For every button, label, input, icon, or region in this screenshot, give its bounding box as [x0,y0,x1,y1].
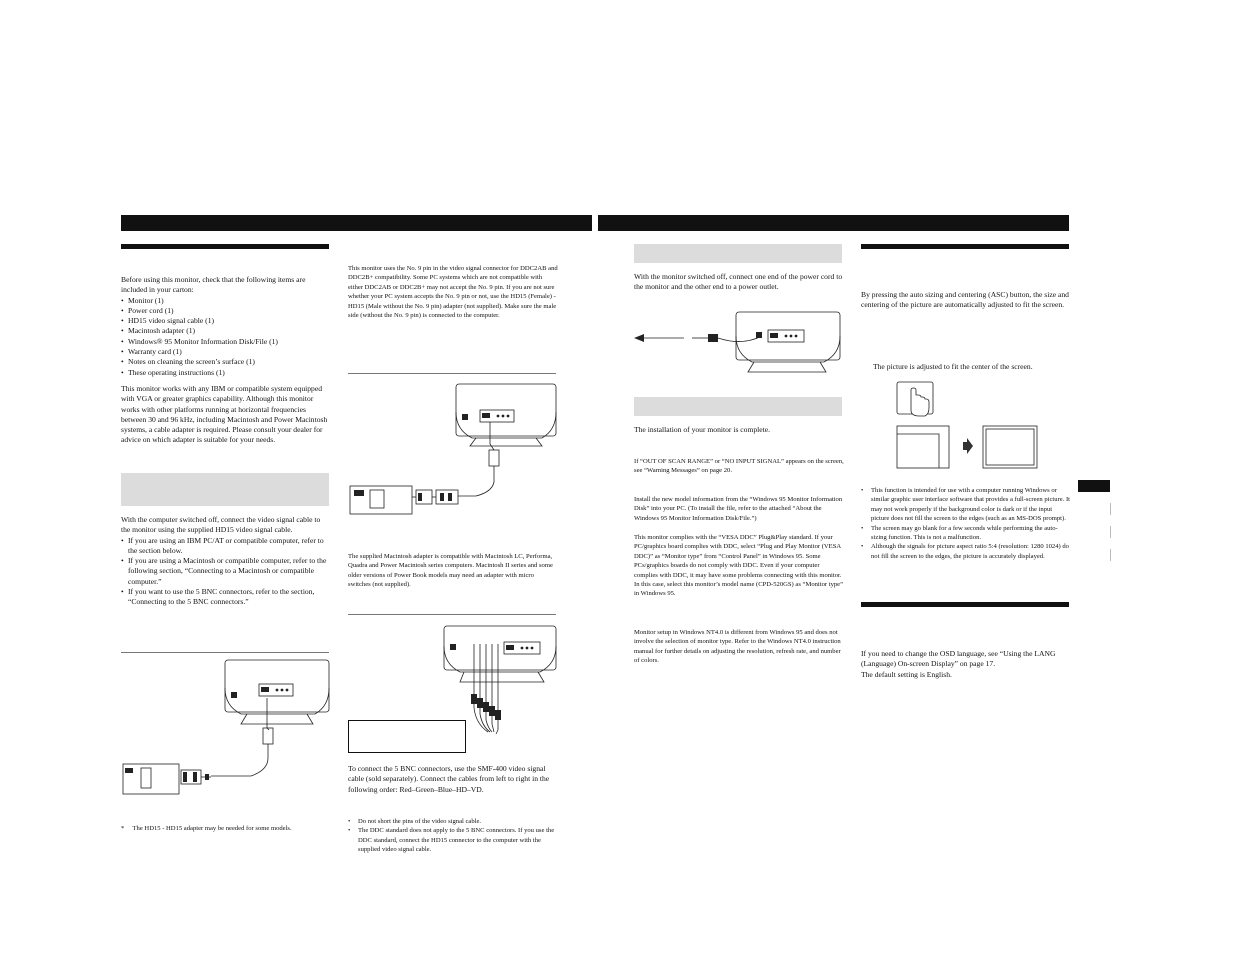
asc-note-item: • Although the signals for picture aspect ratio 5:4 (resolution: 1280 1024) do not fill the screen to the edges, the picture is accurately displayed. [861,542,1071,561]
windows-nt-note: Monitor setup in Windows NT4.0 is different from Windows 95 and does not involve the selection of monitor type. Refer to the Windows NT4.0 instruction manual for further details on adjusting the resolution, refresh rate, and number of colors. [634,629,841,665]
carton-item: • HD15 video signal cable (1) [121,316,331,326]
asc-notes-list [861,486,1071,561]
bnc-notes-list [348,817,558,855]
bnc-connection-instructions: To connect the 5 BNC connectors, use the SMF-400 video signal cable (sold separately). Connect the cables from left to right in the following order: Red–Green–Blue–HD–VD. [348,764,550,794]
installation-complete: The installation of your monitor is complete. [634,425,771,434]
connect-intro: With the computer switched off, connect the video signal cable to the monitor using the supplied HD15 video signal cable. [121,515,321,535]
connect-options-list [121,536,331,608]
bnc-notes [348,817,558,855]
footnote-text: The HD15 - HD15 adapter may be needed for some models. [132,825,292,832]
power-cord-connection-illustration [632,310,844,376]
section-heading-box-power [634,244,842,263]
ibm-pc-connection-illustration [121,658,331,808]
asc-note-item: • This function is intended for use with a computer running Windows or similar graphic user interface software that provides a full-screen picture. It may not work properly if the background color is dark or if the input picture does not fill the screen to the edges (such as an MS-DOS prompt). [861,486,1071,524]
compatibility-paragraph: This monitor works with any IBM or compatible system equipped with VGA or greater graphics capability. Although this monitor works with other platforms running at horizontal frequencies between 30 and 96 kHz, including Macintosh and Power Macintosh systems, a cable adapter is required. Please consult your dealer for advice on which adapter is suitable for your needs. [121,384,328,445]
subsection-rule-macintosh [348,373,556,374]
picture-adjustment-illustration [895,424,1045,470]
power-cord-instructions: With the monitor switched off, connect one end of the power cord to the monitor and the other end to a power outlet. [634,272,843,292]
asc-description: By pressing the auto sizing and centering (ASC) button, the size and centering of the picture are automatically adjusted to fit the screen. [861,290,1069,310]
unpacking-section [121,275,331,378]
carton-items-list [121,296,331,378]
chapter-side-tab [1078,480,1110,492]
connect-section [121,515,331,608]
carton-item: • Power cord (1) [121,306,331,316]
carton-item: • Warranty card (1) [121,347,331,357]
footnote [121,824,331,833]
asc-note-item: • The screen may go blank for a few seconds while performing the auto-sizing function. This is not a malfunction. [861,524,1071,543]
connect-option: • If you are using an IBM PC/AT or compatible computer, refer to the section below. [121,536,331,557]
macintosh-adapter-note: The supplied Macintosh adapter is compatible with Macintosh LC, Performa, Quadra and Power Macintosh series computers. Macintosh II series and some older versions of Power Book models may need an adapter with micro switches (not supplied). [348,553,553,589]
side-tab-tick [1110,549,1111,561]
bnc-note-item: • The DDC standard does not apply to the 5 BNC connectors. If you use the DDC standard, connect the HD15 connector to the computer with the supplied video signal cable. [348,826,558,854]
language-section [861,649,1071,680]
arrow-right-icon [963,438,973,454]
right-page-header-bar [598,215,1069,231]
picture-adjusted-note: The picture is adjusted to fit the center of the screen. [873,362,1033,371]
side-tab-tick [1110,503,1111,515]
language-change-note: If you need to change the OSD language, see “Using the LANG (Language) On-screen Display” on page 17. [861,649,1056,669]
macintosh-connection-illustration [348,382,558,522]
carton-item: • Monitor (1) [121,296,331,306]
install-model-information: Install the new model information from the “Windows 95 Monitor Information Disk” into your PC. (To install the file, refer to the attached “About the Windows 95 Monitor Information Disk/File.”) [634,496,843,522]
subsection-rule-bnc [348,614,556,615]
carton-item: • Windows® 95 Monitor Information Disk/File (1) [121,337,331,347]
footnote-marker: * [121,825,125,832]
connect-option: • If you want to use the 5 BNC connectors, refer to the section, “Connecting to the 5 BNC connectors.” [121,587,331,608]
section-heading-bar-asc [861,244,1069,249]
side-tab-tick [1110,526,1111,538]
asc-notes [861,486,1071,561]
section-heading-box-connect-computer [121,473,329,506]
left-page-header-bar [121,215,592,231]
section-heading-box-turn-on [634,397,842,416]
default-language-note: The default setting is English. [861,669,952,679]
section-heading-bar-unpacking [121,244,329,249]
section-heading-bar-language [861,602,1069,607]
bnc-label-callout [348,720,466,753]
carton-item: • These operating instructions (1) [121,368,331,378]
carton-item: • Notes on cleaning the screen’s surface (1) [121,357,331,367]
vesa-ddc-note: This monitor complies with the “VESA DDC” Plug&Play standard. If your PC/graphics board complies with DDC, select “Plug and Play Monitor (VESA DDC)” as “Monitor type” from “Control Panel” in Windows 95. Some PCs/graphics boards do not comply with DDC. Even if your computer complies with DDC, it may have some problems connecting with this monitor. In this case, select this monitor’s model name (CPD-520GS) as “Monitor type” in Windows 95. [634,534,844,598]
subsection-rule-ibm [121,652,329,653]
unpacking-intro: Before using this monitor, check that the following items are included in your carton: [121,275,306,295]
bnc-note-item: • Do not short the pins of the video signal cable. [348,817,558,826]
ddc-pin-note: This monitor uses the No. 9 pin in the video signal connector for DDC2AB and DDC2B+ compatibility. Some PC systems which are not compatible with either DDC2AB or DDC2B+ may not accept the No. 9 pin. If you are not sure whether your PC system accepts the No. 9 pin or not, use the HD15 (Female) - HD15 (Male without the No. 9 pin) adapter (not supplied). Make sure the male side (without the No. 9 pin) is connected to the computer. [348,265,558,320]
warning-messages-note: If “OUT OF SCAN RANGE” or “NO INPUT SIGNAL” appears on the screen, see “Warning Messages” on page 20. [634,458,844,475]
carton-item: • Macintosh adapter (1) [121,326,331,336]
connect-option: • If you are using a Macintosh or compatible computer, refer to the following section, “Connecting to a Macintosh or compatible computer.” [121,556,331,587]
asc-button-illustration [895,380,939,420]
